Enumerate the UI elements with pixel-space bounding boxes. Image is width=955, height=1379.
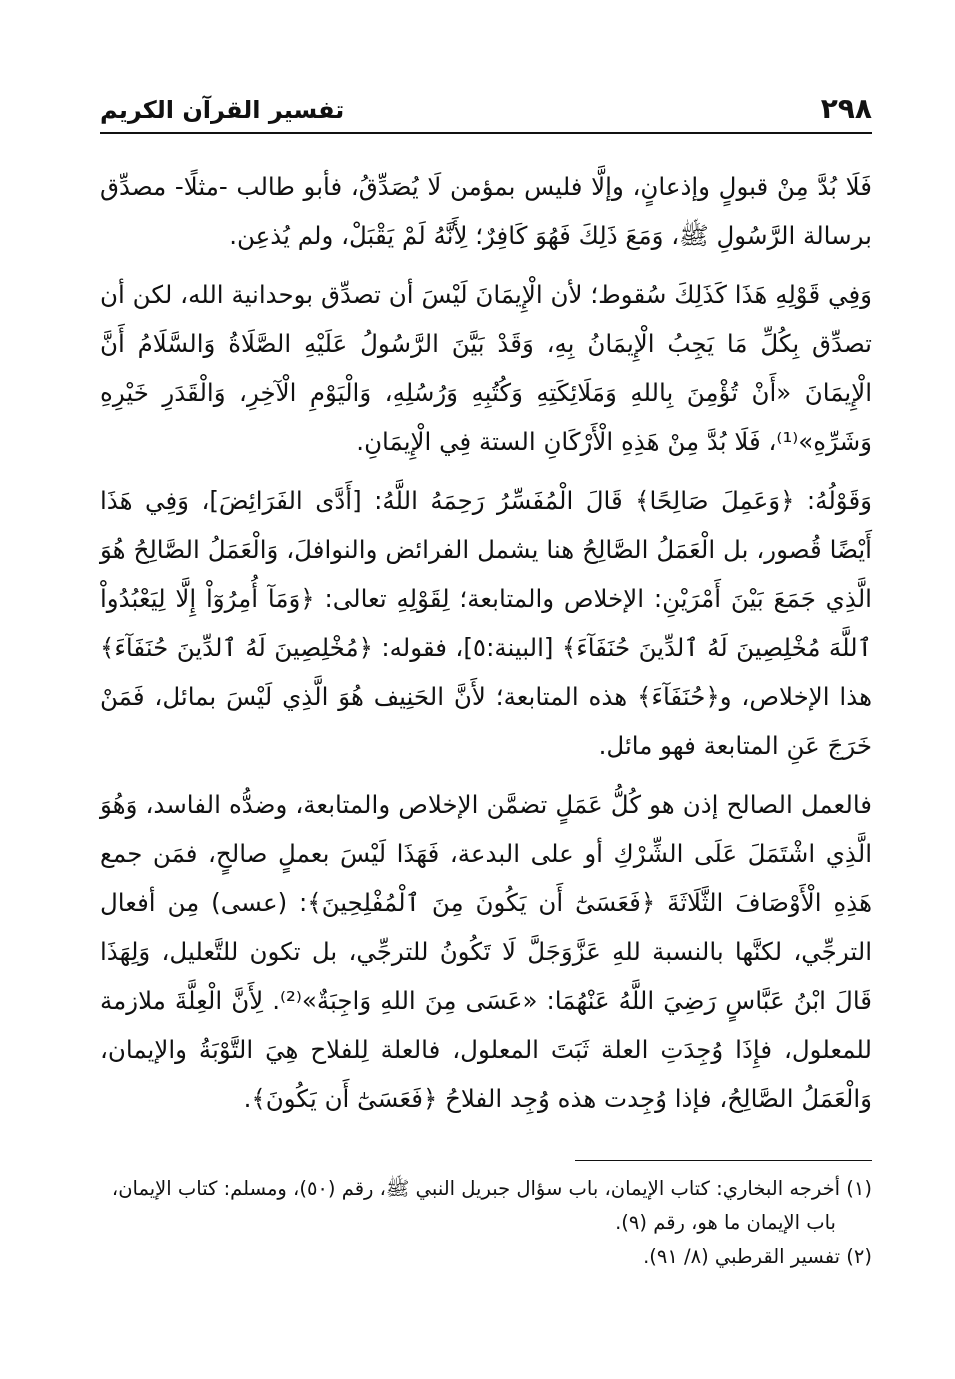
- main-text: [100, 162, 872, 1123]
- paragraph-3: وَقَوْلُهُ: ﴿وَعَمِلَ صَالِحًا﴾ قَالَ الْمُفَسِّرُ رَحِمَهُ اللَّهُ: [أَدَّى الفَرَائِضَ]، وَفِي هَذَا أَيْضًا قُصور، بل الْعَمَلُ الصَّالِحُ هنا يشمل الفرائض والنوافلَ، وَالْعَمَلُ الصَّالِحُ هُوَ الَّذِي جَمَعَ بَيْنَ أَمْرَيْنِ: الإخلاص والمتابعة؛ لِقَوْلِهِ تعالى: ﴿وَمَآ أُمِرُوٓاْ إِلَّا لِيَعْبُدُواْ ٱللَّهَ مُخْلِصِينَ لَهُ ٱلدِّينَ حُنَفَآءَ﴾ [البينة:٥]، فقوله: ﴿مُخْلِصِينَ لَهُ ٱلدِّينَ حُنَفَآءَ﴾ هذا الإخلاص، و﴿حُنَفَآءَ﴾ هذه المتابعة؛ لأَنَّ الحَنِيف هُوَ الَّذِي لَيْسَ بمائل، فَمَنْ خَرَجَ عَنِ المتابعة فهو مائل.: [100, 486, 872, 760]
- footnote-1: (١) أخرجه البخاري: كتاب الإيمان، باب سؤال جبريل النبي ﷺ، رقم (٥٠)، ومسلم: كتاب الإيمان،: [111, 1177, 872, 1200]
- header-divider: [100, 132, 872, 134]
- page-number: ٢٩٨: [820, 92, 872, 125]
- footnotes: [100, 1172, 872, 1274]
- paragraph-2: وَفِي قَوْلِهِ هَذَا كَذَلِكَ سُقوط؛ لأن الْإِيمَانَ لَيْسَ أن تصدِّق بوحدانية الله، لكن أن تصدِّق بِكُلِّ مَا يَجِبُ الْإِيمَانُ بِهِ، وَقَدْ بَيَّنَ الرَّسُولُ عَلَيْهِ الصَّلَاةُ وَالسَّلَامُ أَنَّ الْإِيمَانَ «أَنْ تُؤْمِنَ بِاللهِ وَمَلَائِكَتِهِ وَكُتُبِهِ وَرُسُلِهِ، وَالْيَوْمِ الْآخِرِ، وَالْقَدَرِ خَيْرِهِ وَشَرِّهِ»⁽¹⁾، فَلَا بُدَّ مِنْ هَذِهِ الْأَرْكَانِ الستة فِي الْإِيمَانِ.: [100, 280, 872, 456]
- paragraph-1: فَلَا بُدَّ مِنْ قبولٍ وإذعانٍ، وإلَّا فليس بمؤمن لَا يُصَدِّقُ، فأبو طالب -مثلًا- مصدِّق برسالة الرَّسُولِ ﷺ، وَمَعَ ذَلِكَ فَهُوَ كَافِرٌ؛ لِأَنَّهُ لَمْ يَقْبَلْ، ولم يُذعِن.: [100, 172, 872, 250]
- footnote-2: (٢) تفسير القرطبي (٨/ ٩١).: [643, 1245, 872, 1268]
- footnote-1-continued: باب الإيمان ما هو، رقم (٩).: [615, 1211, 836, 1234]
- footnote-divider: [575, 1160, 872, 1161]
- page-header: [100, 92, 872, 134]
- paragraph-4: فالعمل الصالح إذن هو كُلُّ عَمَلٍ تضمَّن الإخلاص والمتابعة، وضدُّه الفاسد، وَهُوَ الَّذِي اشْتَمَلَ عَلَى الشِّرْكِ أو على البدعة، فَهَذَا لَيْسَ بعملٍ صالحٍ، فمَن جمع هَذِهِ الْأَوْصَافَ الثَّلَاثَةَ ﴿فَعَسَىٰٓ أَن يَكُونَ مِنَ ٱلْمُفْلِحِينَ﴾: (عسى) مِن أفعال الترجِّي، لكنَّها بالنسبة للهِ عَزَّوَجَلَّ لَا تَكُونُ للترجِّي، بل تكون للتَّعليل، وَلِهَذَا قَالَ ابْنُ عَبَّاسٍ رَضِيَ اللَّهُ عَنْهُمَا: «عَسَى مِنَ اللهِ وَاجِبَةٌ»⁽²⁾. لِأَنَّ الْعِلَّةَ ملازمة للمعلول، فإِذَا وُجِدَتِ العلة ثَبَتَ المعلول، فالعلة لِلفلاح هِيَ التَّوْبَةُ والإيمان، وَالْعَمَلُ الصَّالِحُ، فإذا وُجِدت هذه وُجِد الفلاحُ ﴿فَعَسَىٰٓ أَن يَكُونَ﴾.: [100, 790, 872, 1113]
- running-title: تفسير القرآن الكريم: [100, 96, 345, 124]
